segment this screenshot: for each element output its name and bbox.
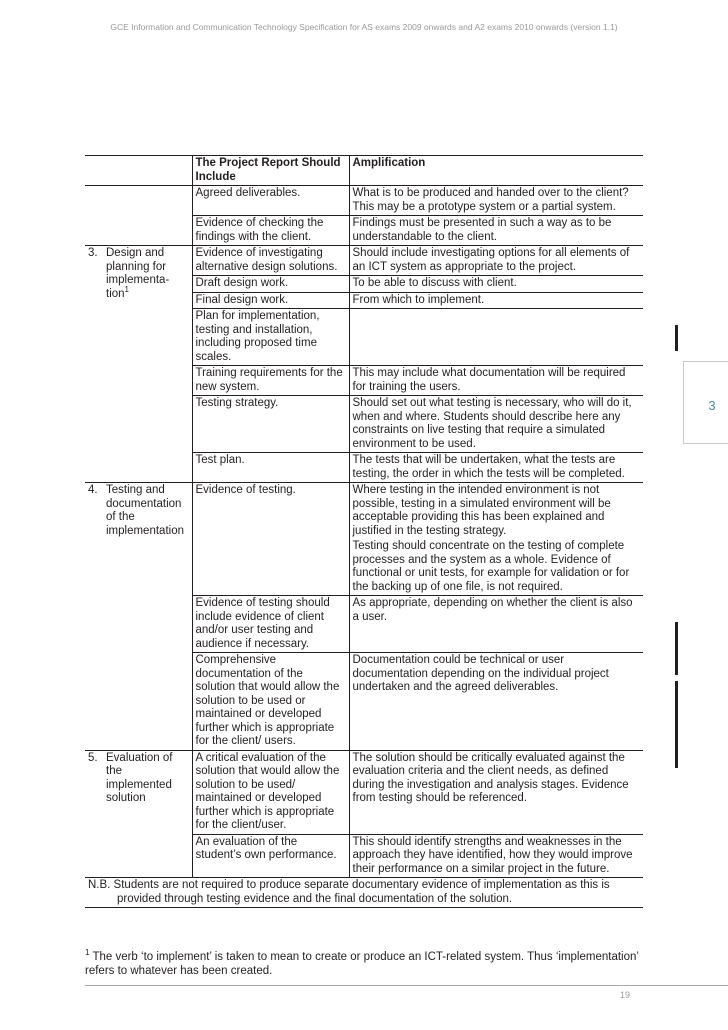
- table-row: [85, 216, 643, 246]
- report-cell: Final design work.: [192, 292, 349, 309]
- amplification-cell: To be able to discuss with client.: [349, 276, 643, 293]
- amplification-cell: Should set out what testing is necessary, who will do it, when and where. Students should describe here any constraints on live testing that require a simulated environment to be used.: [349, 396, 643, 453]
- amplification-cell: Should include investigating options for all elements of an ICT system as appropriate to the project.: [349, 246, 643, 276]
- amplification-cell: Findings must be presented in such a way as to be understandable to the client.: [349, 216, 643, 246]
- amplification-paragraph: Testing should concentrate on the testing of complete processes and the system as a whole. Evidence of functional or unit tests, for example for validation or for the backing up of one file, is not required.: [352, 540, 630, 593]
- amplification-cell: The tests that will be undertaken, what the tests are testing, the order in which the tests will be completed.: [349, 453, 643, 483]
- amplification-cell: What is to be produced and handed over to the client? This may be a prototype system or a partial system.: [349, 186, 643, 216]
- change-bar: [675, 681, 678, 768]
- change-bar: [675, 325, 678, 351]
- section-label: Design and planning for implementa-tion$^1$: [106, 247, 170, 300]
- report-cell: Testing strategy.: [192, 396, 349, 453]
- section-testing-documentation: [85, 483, 192, 751]
- chapter-tab-label: 3: [708, 398, 716, 413]
- section-label: Testing and documentation of the implementation: [106, 484, 184, 537]
- project-report-table: [85, 155, 643, 908]
- running-header: GCE Information and Communication Technology Specification for AS exams 2009 onwards and A2 exams 2010 onwards (version 1.1): [110, 22, 618, 32]
- table-row: [85, 750, 643, 834]
- footer-rule: [85, 985, 728, 986]
- report-cell: Comprehensive documentation of the solution that would allow the solution to be used or maintained or developed further which is appropriate for the client/ users.: [192, 653, 349, 751]
- chapter-tab: [683, 361, 728, 444]
- section-number: 4.: [88, 484, 98, 496]
- amplification-cell: This may include what documentation will be required for training the users.: [349, 366, 643, 396]
- report-cell: Agreed deliverables.: [192, 186, 349, 216]
- report-cell: An evaluation of the student’s own performance.: [192, 834, 349, 878]
- header-blank-cell: [85, 156, 192, 186]
- footnote-marker: 1: [124, 284, 129, 294]
- amplification-cell: Documentation could be technical or user documentation depending on the individual project undertaken and the agreed deliverables.: [349, 653, 643, 751]
- footnote: [85, 946, 645, 978]
- section-design-planning: [85, 246, 192, 483]
- report-cell: Evidence of testing.: [192, 483, 349, 596]
- page-number: 19: [620, 990, 631, 1000]
- change-bar: [675, 622, 678, 675]
- report-cell: Draft design work.: [192, 276, 349, 293]
- table-row: [85, 483, 643, 596]
- footnote-text: The verb ‘to implement’ is taken to mean to create or produce an ICT-related system. Thus ‘implementation’ refers to whatever has been created.: [85, 950, 639, 977]
- report-cell: Test plan.: [192, 453, 349, 483]
- report-cell: Evidence of investigating alternative design solutions.: [192, 246, 349, 276]
- column-header-report: The Project Report Should Include: [192, 156, 349, 186]
- amplification-paragraph: Where testing in the intended environment is not possible, testing in a simulated environment will be acceptable providing this has been explained and justified in the testing strategy.: [352, 484, 611, 537]
- table-header-row: [85, 156, 643, 186]
- section-evaluation: [85, 750, 192, 878]
- report-cell: Evidence of testing should include evidence of client and/or user testing and audience if necessary.: [192, 596, 349, 653]
- amplification-cell: From which to implement.: [349, 292, 643, 309]
- amplification-cell: The solution should be critically evaluated against the evaluation criteria and the client needs, as defined during the investigation and analysis stages. Evidence from testing should be referenced.: [349, 750, 643, 834]
- report-cell: Training requirements for the new system.: [192, 366, 349, 396]
- table-row: [85, 246, 643, 276]
- section-number: 3.: [88, 247, 98, 259]
- column-header-amplification: Amplification: [349, 156, 643, 186]
- amplification-cell: This should identify strengths and weaknesses in the approach they have identified, how they would improve their performance on a similar project in the future.: [349, 834, 643, 878]
- report-cell: Plan for implementation, testing and installation, including proposed time scales.: [192, 309, 349, 366]
- footnote-marker: 1: [85, 948, 90, 957]
- report-cell: A critical evaluation of the solution that would allow the solution to be used/ maintained or developed further which is appropriate for the client/user.: [192, 750, 349, 834]
- section-label: Evaluation of the implemented solution: [106, 751, 173, 804]
- table-row: [85, 186, 643, 216]
- amplification-cell: [349, 483, 643, 596]
- nb-row: [85, 878, 643, 908]
- nb-note: N.B. Students are not required to produce separate documentary evidence of implementation as this is provided through testing evidence and the final documentation of the solution.: [85, 878, 643, 908]
- report-cell: Evidence of checking the findings with the client.: [192, 216, 349, 246]
- amplification-cell: As appropriate, depending on whether the client is also a user.: [349, 596, 643, 653]
- section-number: 5.: [88, 751, 98, 764]
- amplification-cell: [349, 309, 643, 366]
